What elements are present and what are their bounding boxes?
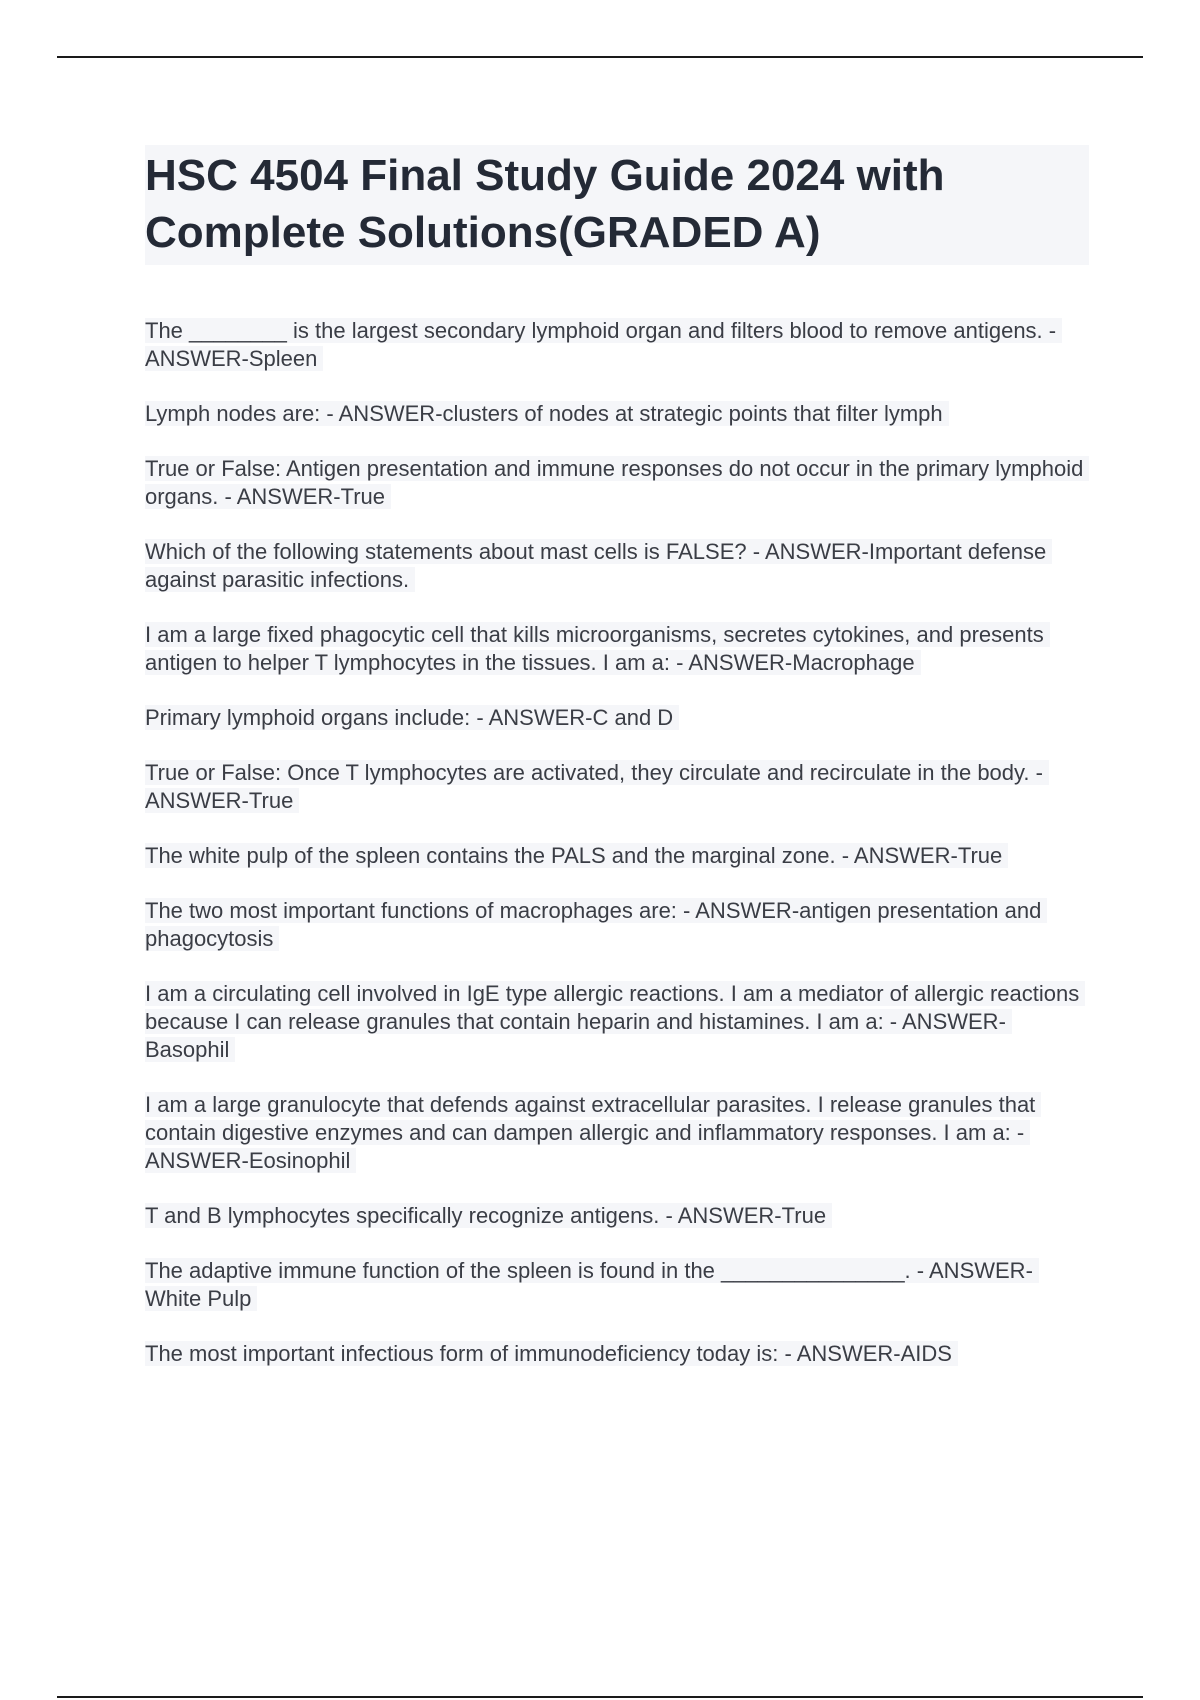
qa-item	[145, 1340, 1089, 1368]
qa-item	[145, 317, 1089, 373]
qa-text: The two most important functions of macrophages are: - ANSWER-antigen presentation and phagocytosis	[145, 898, 1047, 951]
document-title: HSC 4504 Final Study Guide 2024 with Complete Solutions(GRADED A)	[145, 151, 945, 257]
qa-text: The white pulp of the spleen contains the PALS and the marginal zone. - ANSWER-True	[145, 843, 1008, 868]
qa-item	[145, 897, 1089, 953]
qa-text: I am a large fixed phagocytic cell that kills microorganisms, secretes cytokines, and presents antigen to helper T lymphocytes in the tissues. I am a: - ANSWER-Macrophage	[145, 622, 1050, 675]
qa-text: The ________ is the largest secondary lymphoid organ and filters blood to remove antigens. - ANSWER-Spleen	[145, 318, 1062, 371]
qa-text: I am a circulating cell involved in IgE type allergic reactions. I am a mediator of allergic reactions because I can release granules that contain heparin and histamines. I am a: - ANSWER-Basophil	[145, 981, 1085, 1062]
bottom-rule	[57, 1696, 1143, 1698]
qa-text: Primary lymphoid organs include: - ANSWER-C and D	[145, 705, 679, 730]
qa-item	[145, 400, 1089, 428]
qa-list	[145, 317, 1089, 1395]
qa-text: The most important infectious form of immunodeficiency today is: - ANSWER-AIDS	[145, 1341, 958, 1366]
qa-text: Which of the following statements about mast cells is FALSE? - ANSWER-Important defense against parasitic infections.	[145, 539, 1052, 592]
qa-item	[145, 1202, 1089, 1230]
qa-text: T and B lymphocytes specifically recognize antigens. - ANSWER-True	[145, 1203, 832, 1228]
qa-text: Lymph nodes are: - ANSWER-clusters of nodes at strategic points that filter lymph	[145, 401, 949, 426]
qa-item	[145, 455, 1089, 511]
qa-text: I am a large granulocyte that defends against extracellular parasites. I release granules that contain digestive enzymes and can dampen allergic and inflammatory responses. I am a: - ANSWER-Eosinophil	[145, 1092, 1041, 1173]
qa-text: The adaptive immune function of the spleen is found in the _______________. - ANSWER-White Pulp	[145, 1258, 1039, 1311]
qa-item	[145, 980, 1089, 1064]
qa-item	[145, 1257, 1089, 1313]
qa-text: True or False: Once T lymphocytes are activated, they circulate and recirculate in the body. - ANSWER-True	[145, 760, 1049, 813]
document-body	[145, 145, 1089, 1395]
qa-item	[145, 621, 1089, 677]
top-rule	[57, 56, 1143, 58]
qa-item	[145, 842, 1089, 870]
qa-item	[145, 538, 1089, 594]
qa-item	[145, 704, 1089, 732]
qa-item	[145, 759, 1089, 815]
qa-text: True or False: Antigen presentation and immune responses do not occur in the primary lymphoid organs. - ANSWER-True	[145, 456, 1089, 509]
title-block	[145, 145, 1089, 265]
qa-item	[145, 1091, 1089, 1175]
